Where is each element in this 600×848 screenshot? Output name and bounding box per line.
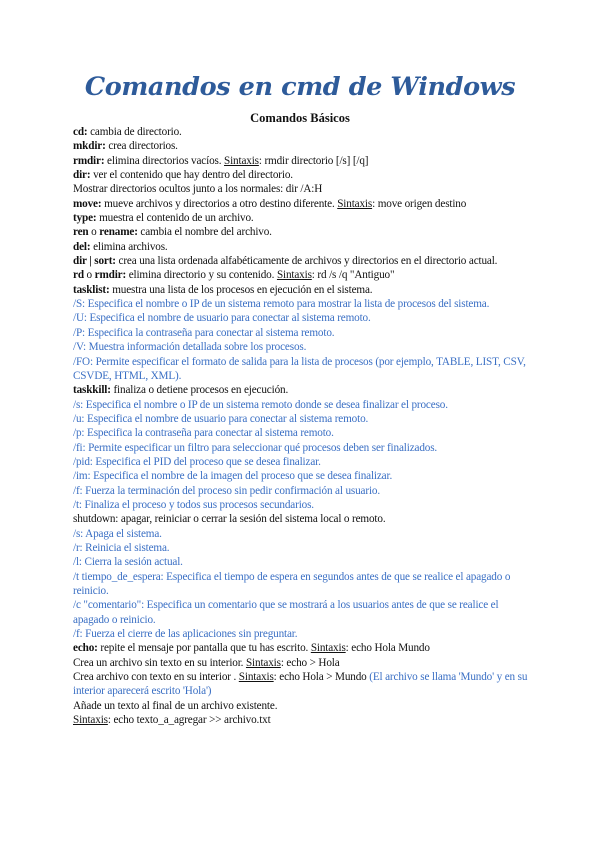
command-description: Crea un archivo sin texto en su interior. [73,656,246,669]
syntax-label: Sintaxis [337,197,373,210]
command-description: cambia de directorio. [87,126,182,138]
cmd-line-move [73,197,530,211]
command-description: crea una lista ordenada alfabéticamente de archivos y directorios en el directorio actual. [115,255,498,268]
option-line: /f: Fuerza la terminación del proceso sin pedir confirmación al usuario. [73,484,381,497]
option-line: /s: Apaga el sistema. [73,527,162,540]
syntax-label: Sintaxis [276,269,312,282]
command-description: muestra el contenido de un archivo. [96,212,254,225]
command-description: ver el contenido que hay dentro del directorio. [90,169,293,182]
syntax-label: Sintaxis [310,642,346,655]
cmd-line-rmdir [73,154,530,168]
option-line: /FO: Permite especificar el formato de salida para la lista de procesos (por ejemplo, TABLE, LIST, CSV, CSVDE, HTML, XML). [73,355,526,382]
command-name: dir | sort: [73,255,116,268]
cmd-line-cd [73,125,530,139]
command-name: taskkill: [73,384,111,397]
option-line: /s: Especifica el nombre o IP de un sistema remoto donde se desea finalizar el proceso. [73,398,448,411]
option-line: /t: Finaliza el proceso y todos sus procesos secundarios. [73,498,314,511]
command-description: mueve archivos y directorios a otro destino diferente. [101,197,338,210]
cmd-line-rd [73,268,530,282]
cmd-line-dir [73,168,530,182]
command-name: dir: [73,169,91,182]
cmd-line-type [73,211,530,225]
command-name: rename: [99,226,138,239]
section-heading: Comandos Básicos [250,111,350,125]
cmd-line-tasklist [73,283,530,297]
document-body [73,125,530,727]
command-description: elimina directorios vacíos. [104,154,225,167]
command-description: crea directorios. [105,140,178,153]
cmd-line-echo-append: Añade un texto al final de un archivo existente. [73,699,278,712]
command-name: echo: [73,642,98,655]
command-name: del: [73,240,91,253]
option-line: /u: Especifica el nombre de usuario para conectar al sistema remoto. [73,412,369,425]
cmd-line-shutdown: shutdown: apagar, reiniciar o cerrar la sesión del sistema local o remoto. [73,513,386,526]
option-line: /fi: Permite especificar un filtro para seleccionar qué procesos deben ser finalizados. [73,441,438,454]
document-title: Comandos en cmd de Windows [84,72,516,102]
syntax-text: : echo Hola Mundo [345,642,430,655]
syntax-text: : echo texto_a_agregar >> archivo.txt [107,714,271,727]
command-description: Crea archivo con texto en su interior . [73,671,239,684]
command-name: ren [73,226,89,239]
command-name: cd: [73,126,88,138]
option-line: /f: Fuerza el cierre de las aplicaciones sin preguntar. [73,628,298,641]
command-name: rmdir: [94,269,127,282]
syntax-text: : rd /s /q "Antiguo" [311,269,395,282]
option-line: /P: Especifica la contraseña para conectar al sistema remoto. [73,326,335,339]
syntax-label: Sintaxis [73,714,108,727]
option-line: /r: Reinicia el sistema. [73,541,170,554]
syntax-text: : echo > Hola [280,656,340,669]
command-name: rd [73,269,84,282]
command-description: finaliza o detiene procesos en ejecución. [110,384,289,397]
syntax-label: Sintaxis [238,671,274,684]
option-line: /pid: Especifica el PID del proceso que se desea finalizar. [73,455,321,468]
command-name: rmdir: [73,154,105,167]
cmd-line-mkdir [73,139,530,153]
note-text: (El archivo se llama 'Mundo' y en su interior aparecerá escrito 'Hola') [73,671,528,698]
command-description: elimina directorio y su contenido. [126,269,277,282]
cmd-line-echo-empty [73,656,530,670]
command-description: repite el mensaje por pantalla que tu has escrito. [97,642,311,655]
cmd-line-taskkill [73,383,530,397]
option-line: /l: Cierra la sesión actual. [73,556,183,569]
syntax-label: Sintaxis [224,154,259,167]
command-description: muestra una lista de los procesos en ejecución en el sistema. [109,283,373,296]
syntax-text: : echo Hola > Mundo [273,671,370,684]
option-line: /V: Muestra información detallada sobre los procesos. [73,341,307,354]
syntax-text: : rmdir directorio [/s] [/q] [258,154,369,167]
option-line: /p: Especifica la contraseña para conectar al sistema remoto. [73,427,334,440]
cmd-line-echo-append-syntax [73,713,530,727]
command-name: type: [73,212,97,225]
cmd-line-echo [73,641,530,655]
syntax-label: Sintaxis [245,656,281,669]
option-line: /S: Especifica el nombre o IP de un sistema remoto para mostrar la lista de procesos del sistema. [73,298,490,311]
cmd-line-ren [73,225,530,239]
command-name: tasklist: [73,283,110,296]
option-line: /U: Especifica el nombre de usuario para conectar al sistema remoto. [73,312,371,325]
command-description: elimina archivos. [90,240,168,253]
command-name: mkdir: [73,140,106,153]
cmd-line-echo-text [73,670,530,699]
command-name: move: [73,197,102,210]
syntax-text: : move origen destino [372,197,467,210]
command-description: cambia el nombre del archivo. [137,226,272,239]
cmd-line-dir-hidden: Mostrar directorios ocultos junto a los normales: dir /A:H [73,183,323,196]
option-line: /c "comentario": Especifica un comentario que se mostrará a los usuarios antes de que se realice el apagado o reinicio. [73,599,499,626]
option-line: /im: Especifica el nombre de la imagen del proceso que se desea finalizar. [73,470,393,483]
connector-text: o [83,269,95,282]
cmd-line-dir-sort [73,254,530,268]
connector-text: o [88,226,100,239]
option-line: /t tiempo_de_espera: Especifica el tiempo de espera en segundos antes de que se realice el apagado o reinicio. [73,570,511,597]
cmd-line-del [73,240,530,254]
